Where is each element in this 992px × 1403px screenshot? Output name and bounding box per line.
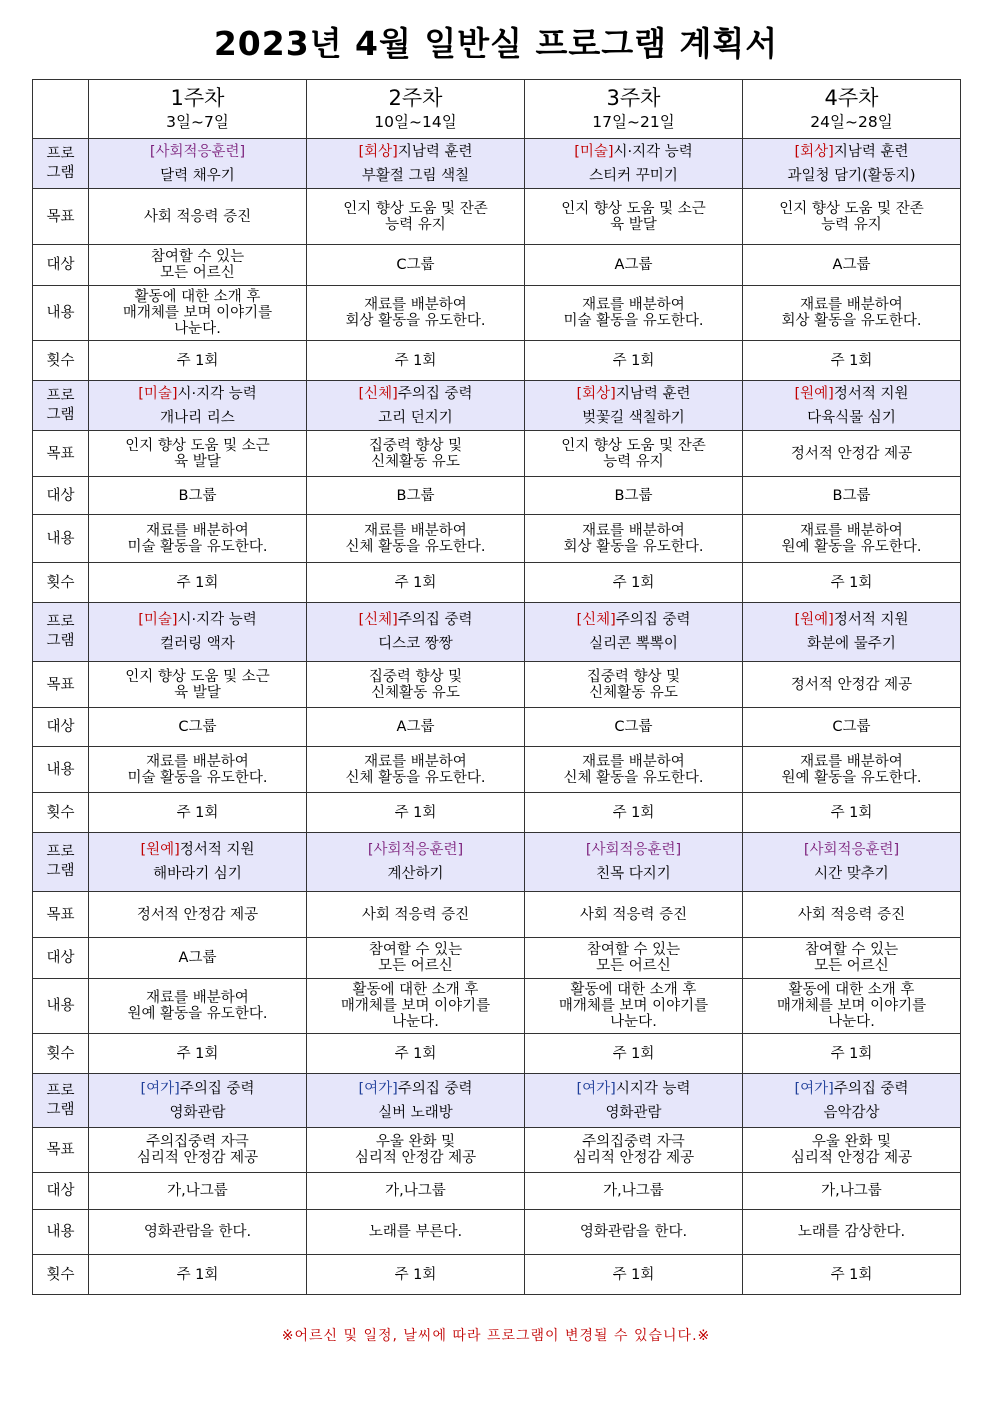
program-area: 시·지각 능력: [177, 612, 257, 628]
target-row: [33, 245, 961, 286]
program-row: [33, 603, 961, 662]
program-tag: [여가]: [794, 1080, 834, 1097]
goal-cell: 사회 적응력 증진: [525, 892, 743, 938]
content-cell: 노래를 감상한다.: [743, 1210, 961, 1255]
program-activity: 과일청 담기(활동지): [787, 167, 916, 184]
freq-row: [33, 793, 961, 833]
program-area: 정서적 지원: [179, 842, 255, 858]
week-header-2: [307, 80, 525, 139]
program-category: [91, 610, 304, 630]
goal-cell: 집중력 향상 및 신체활동 유도: [525, 662, 743, 708]
target-row: [33, 708, 961, 747]
target-cell: C그룹: [89, 708, 307, 747]
program-tag: [미술]: [138, 385, 178, 402]
week-label: 1주차: [170, 86, 225, 110]
freq-cell: 주 1회: [307, 1034, 525, 1074]
week-header-4: [743, 80, 961, 139]
freq-cell: 주 1회: [743, 341, 961, 381]
program-activity: 시간 맞추기: [814, 866, 889, 882]
program-activity: 컬러링 액자: [160, 636, 235, 652]
freq-cell: 주 1회: [525, 793, 743, 833]
program-tag: [신체]: [576, 612, 616, 628]
target-cell: C그룹: [525, 708, 743, 747]
content-cell: 노래를 부른다.: [307, 1210, 525, 1255]
goal-cell: 정서적 안정감 제공: [89, 892, 307, 938]
program-cell: [307, 381, 525, 431]
row-label: 내용: [33, 1210, 89, 1255]
program-tag: [미술]: [138, 612, 178, 628]
target-cell: B그룹: [89, 477, 307, 515]
row-label: 내용: [33, 979, 89, 1034]
target-cell: A그룹: [743, 245, 961, 286]
target-cell: 가,나그룹: [525, 1173, 743, 1210]
program-cell: [525, 603, 743, 662]
content-cell: 활동에 대한 소개 후 매개체를 보며 이야기를 나눈다.: [525, 979, 743, 1034]
freq-row: [33, 1255, 961, 1295]
freq-cell: 주 1회: [89, 793, 307, 833]
program-tag: [사회적응훈련]: [585, 842, 682, 858]
freq-row: [33, 1034, 961, 1074]
program-cell: [743, 833, 961, 892]
program-category: [91, 142, 304, 162]
program-activity: 다육식물 심기: [807, 409, 896, 426]
program-cell: [307, 139, 525, 189]
row-label: 횟수: [33, 1255, 89, 1295]
program-area: 주의집 중력: [179, 1080, 255, 1097]
target-row: [33, 477, 961, 515]
target-cell: B그룹: [307, 477, 525, 515]
program-cell: [743, 139, 961, 189]
freq-cell: 주 1회: [743, 793, 961, 833]
program-area: 시·지각 능력: [177, 385, 257, 402]
target-cell: 가,나그룹: [307, 1173, 525, 1210]
freq-cell: 주 1회: [307, 341, 525, 381]
program-tag: [미술]: [574, 143, 614, 160]
corner-cell: [33, 80, 89, 139]
program-tag: [회상]: [358, 143, 398, 160]
program-activity: 달력 채우기: [160, 167, 235, 184]
goal-cell: 우울 완화 및 심리적 안정감 제공: [743, 1128, 961, 1173]
program-category: [91, 1079, 304, 1099]
row-label: 내용: [33, 515, 89, 563]
program-cell: [89, 139, 307, 189]
target-cell: 참여할 수 있는 모든 어르신: [525, 938, 743, 979]
row-label: 횟수: [33, 563, 89, 603]
program-category: [309, 142, 522, 162]
goal-cell: 인지 향상 도움 및 소근 육 발달: [89, 662, 307, 708]
program-activity: 부활절 그림 색칠: [361, 167, 470, 184]
program-tag: [원예]: [794, 612, 834, 628]
row-label: 프로 그램: [33, 833, 89, 892]
content-row: [33, 747, 961, 793]
program-tag: [여가]: [576, 1080, 616, 1097]
program-cell: [525, 1074, 743, 1128]
goal-cell: 인지 향상 도움 및 소근 육 발달: [89, 431, 307, 477]
content-row: [33, 286, 961, 341]
program-category: [527, 142, 740, 162]
page-title: 2023년 4월 일반실 프로그램 계획서: [213, 24, 779, 63]
goal-cell: 주의집중력 자극 심리적 안정감 제공: [89, 1128, 307, 1173]
program-cell: [89, 833, 307, 892]
program-category: [527, 840, 740, 860]
program-tag: [사회적응훈련]: [149, 143, 246, 160]
freq-row: [33, 341, 961, 381]
target-cell: 참여할 수 있는 모든 어르신: [307, 938, 525, 979]
plan-body: [33, 139, 961, 1295]
row-label: 프로 그램: [33, 1074, 89, 1128]
program-tag: [사회적응훈련]: [367, 842, 464, 858]
goal-cell: 정서적 안정감 제공: [743, 662, 961, 708]
content-cell: 활동에 대한 소개 후 매개체를 보며 이야기를 나눈다.: [89, 286, 307, 341]
row-label: 목표: [33, 1128, 89, 1173]
target-cell: 가,나그룹: [89, 1173, 307, 1210]
program-cell: [743, 603, 961, 662]
program-tag: [원예]: [140, 842, 180, 858]
program-area: 지남력 훈련: [397, 143, 473, 160]
content-cell: 재료를 배분하여 신체 활동을 유도한다.: [307, 515, 525, 563]
row-label: 목표: [33, 189, 89, 245]
content-row: [33, 979, 961, 1034]
week-label: 3주차: [606, 86, 661, 110]
program-tag: [원예]: [794, 385, 834, 402]
program-tag: [신체]: [358, 612, 398, 628]
program-cell: [525, 833, 743, 892]
program-cell: [89, 603, 307, 662]
program-cell: [89, 1074, 307, 1128]
program-row: [33, 833, 961, 892]
program-activity: 영화관람: [605, 1104, 662, 1121]
goal-cell: 우울 완화 및 심리적 안정감 제공: [307, 1128, 525, 1173]
program-tag: [여가]: [358, 1080, 398, 1097]
goal-row: [33, 892, 961, 938]
target-row: [33, 1173, 961, 1210]
program-activity: 실버 노래방: [378, 1104, 453, 1121]
program-activity: 스티커 꾸미기: [589, 167, 678, 184]
program-activity: 음악감상: [823, 1104, 880, 1121]
program-area: 정서적 지원: [833, 385, 909, 402]
freq-cell: 주 1회: [89, 563, 307, 603]
row-label: 프로 그램: [33, 139, 89, 189]
week-header-3: [525, 80, 743, 139]
target-cell: 가,나그룹: [743, 1173, 961, 1210]
freq-cell: 주 1회: [307, 1255, 525, 1295]
goal-cell: 주의집중력 자극 심리적 안정감 제공: [525, 1128, 743, 1173]
program-cell: [525, 381, 743, 431]
program-area: 지남력 훈련: [615, 385, 691, 402]
freq-cell: 주 1회: [89, 341, 307, 381]
freq-cell: 주 1회: [525, 563, 743, 603]
target-cell: B그룹: [525, 477, 743, 515]
freq-cell: 주 1회: [525, 1034, 743, 1074]
row-label: 횟수: [33, 793, 89, 833]
row-label: 프로 그램: [33, 603, 89, 662]
program-category: [309, 840, 522, 860]
week-dates: 24일~28일: [810, 113, 893, 131]
program-category: [309, 1079, 522, 1099]
content-cell: 재료를 배분하여 원예 활동을 유도한다.: [743, 515, 961, 563]
content-cell: 재료를 배분하여 회상 활동을 유도한다.: [743, 286, 961, 341]
content-cell: 영화관람을 한다.: [525, 1210, 743, 1255]
program-tag: [신체]: [358, 385, 398, 402]
target-row: [33, 938, 961, 979]
content-row: [33, 515, 961, 563]
goal-cell: 정서적 안정감 제공: [743, 431, 961, 477]
week-dates: 10일~14일: [374, 113, 457, 131]
goal-cell: 사회 적응력 증진: [89, 189, 307, 245]
row-label: 목표: [33, 892, 89, 938]
program-activity: 해바라기 심기: [153, 866, 242, 882]
week-label: 4주차: [824, 86, 879, 110]
content-cell: 재료를 배분하여 원예 활동을 유도한다.: [89, 979, 307, 1034]
content-cell: 재료를 배분하여 신체 활동을 유도한다.: [307, 747, 525, 793]
content-cell: 재료를 배분하여 원예 활동을 유도한다.: [743, 747, 961, 793]
program-cell: [525, 139, 743, 189]
program-activity: 화분에 물주기: [807, 636, 896, 652]
freq-cell: 주 1회: [743, 1034, 961, 1074]
program-cell: [89, 381, 307, 431]
goal-cell: 집중력 향상 및 신체활동 유도: [307, 431, 525, 477]
week-label: 2주차: [388, 86, 443, 110]
program-area: 시지각 능력: [615, 1080, 691, 1097]
program-cell: [743, 381, 961, 431]
program-category: [309, 610, 522, 630]
row-label: 목표: [33, 662, 89, 708]
freq-cell: 주 1회: [743, 563, 961, 603]
goal-row: [33, 431, 961, 477]
freq-cell: 주 1회: [525, 1255, 743, 1295]
program-category: [745, 1079, 958, 1099]
program-category: [745, 610, 958, 630]
program-cell: [743, 1074, 961, 1128]
target-cell: A그룹: [307, 708, 525, 747]
program-category: [745, 384, 958, 404]
program-cell: [307, 1074, 525, 1128]
program-category: [745, 840, 958, 860]
row-label: 횟수: [33, 1034, 89, 1074]
program-area: 주의집 중력: [397, 1080, 473, 1097]
freq-cell: 주 1회: [89, 1255, 307, 1295]
goal-row: [33, 189, 961, 245]
program-category: [527, 1079, 740, 1099]
program-activity: 친목 다지기: [596, 866, 671, 882]
row-label: 내용: [33, 747, 89, 793]
program-activity: 개나리 리스: [160, 409, 235, 426]
freq-cell: 주 1회: [525, 341, 743, 381]
program-row: [33, 1074, 961, 1128]
content-cell: 활동에 대한 소개 후 매개체를 보며 이야기를 나눈다.: [307, 979, 525, 1034]
content-cell: 활동에 대한 소개 후 매개체를 보며 이야기를 나눈다.: [743, 979, 961, 1034]
program-category: [309, 384, 522, 404]
program-category: [91, 384, 304, 404]
goal-cell: 인지 향상 도움 및 잔존 능력 유지: [307, 189, 525, 245]
program-tag: [회상]: [794, 143, 834, 160]
freq-cell: 주 1회: [89, 1034, 307, 1074]
program-area: 주의집 중력: [397, 612, 473, 628]
goal-row: [33, 662, 961, 708]
program-area: 정서적 지원: [833, 612, 909, 628]
row-label: 대상: [33, 708, 89, 747]
program-category: [527, 610, 740, 630]
content-cell: 재료를 배분하여 미술 활동을 유도한다.: [89, 747, 307, 793]
freq-cell: 주 1회: [307, 793, 525, 833]
program-activity: 디스코 짱짱: [378, 636, 453, 652]
freq-cell: 주 1회: [307, 563, 525, 603]
content-row: [33, 1210, 961, 1255]
goal-cell: 인지 향상 도움 및 소근 육 발달: [525, 189, 743, 245]
row-label: 대상: [33, 477, 89, 515]
row-label: 대상: [33, 1173, 89, 1210]
content-cell: 재료를 배분하여 신체 활동을 유도한다.: [525, 747, 743, 793]
program-activity: 고리 던지기: [378, 409, 453, 426]
goal-cell: 사회 적응력 증진: [307, 892, 525, 938]
target-cell: A그룹: [525, 245, 743, 286]
target-cell: C그룹: [307, 245, 525, 286]
row-label: 대상: [33, 245, 89, 286]
program-category: [745, 142, 958, 162]
freq-row: [33, 563, 961, 603]
program-activity: 영화관람: [169, 1104, 226, 1121]
program-area: 시·지각 능력: [613, 143, 693, 160]
target-cell: 참여할 수 있는 모든 어르신: [89, 245, 307, 286]
row-label: 횟수: [33, 341, 89, 381]
content-cell: 재료를 배분하여 회상 활동을 유도한다.: [525, 515, 743, 563]
week-dates: 3일~7일: [166, 113, 229, 131]
row-label: 프로 그램: [33, 381, 89, 431]
goal-cell: 사회 적응력 증진: [743, 892, 961, 938]
target-cell: B그룹: [743, 477, 961, 515]
program-area: 주의집 중력: [615, 612, 691, 628]
target-cell: C그룹: [743, 708, 961, 747]
content-cell: 재료를 배분하여 미술 활동을 유도한다.: [525, 286, 743, 341]
program-activity: 실리콘 뽁뽁이: [589, 636, 678, 652]
target-cell: A그룹: [89, 938, 307, 979]
goal-cell: 인지 향상 도움 및 잔존 능력 유지: [525, 431, 743, 477]
goal-row: [33, 1128, 961, 1173]
program-category: [91, 840, 304, 860]
goal-cell: 집중력 향상 및 신체활동 유도: [307, 662, 525, 708]
program-activity: 계산하기: [387, 866, 444, 882]
row-label: 목표: [33, 431, 89, 477]
program-tag: [여가]: [140, 1080, 180, 1097]
program-activity: 벚꽃길 색칠하기: [582, 409, 685, 426]
content-cell: 영화관람을 한다.: [89, 1210, 307, 1255]
goal-cell: 인지 향상 도움 및 잔존 능력 유지: [743, 189, 961, 245]
program-category: [527, 384, 740, 404]
program-area: 주의집 중력: [833, 1080, 909, 1097]
row-label: 내용: [33, 286, 89, 341]
week-dates: 17일~21일: [592, 113, 675, 131]
footer-note: ※어르신 및 일정, 날씨에 따라 프로그램이 변경될 수 있습니다.※: [281, 1328, 711, 1344]
row-label: 대상: [33, 938, 89, 979]
week-header-1: [89, 80, 307, 139]
week-header-row: [33, 80, 961, 139]
program-row: [33, 139, 961, 189]
program-area: 지남력 훈련: [833, 143, 909, 160]
content-cell: 재료를 배분하여 미술 활동을 유도한다.: [89, 515, 307, 563]
program-cell: [307, 833, 525, 892]
freq-cell: 주 1회: [743, 1255, 961, 1295]
target-cell: 참여할 수 있는 모든 어르신: [743, 938, 961, 979]
program-tag: [사회적응훈련]: [803, 842, 900, 858]
program-cell: [307, 603, 525, 662]
program-area: 주의집 중력: [397, 385, 473, 402]
program-row: [33, 381, 961, 431]
program-tag: [회상]: [576, 385, 616, 402]
program-plan-table: [32, 79, 961, 1295]
content-cell: 재료를 배분하여 회상 활동을 유도한다.: [307, 286, 525, 341]
